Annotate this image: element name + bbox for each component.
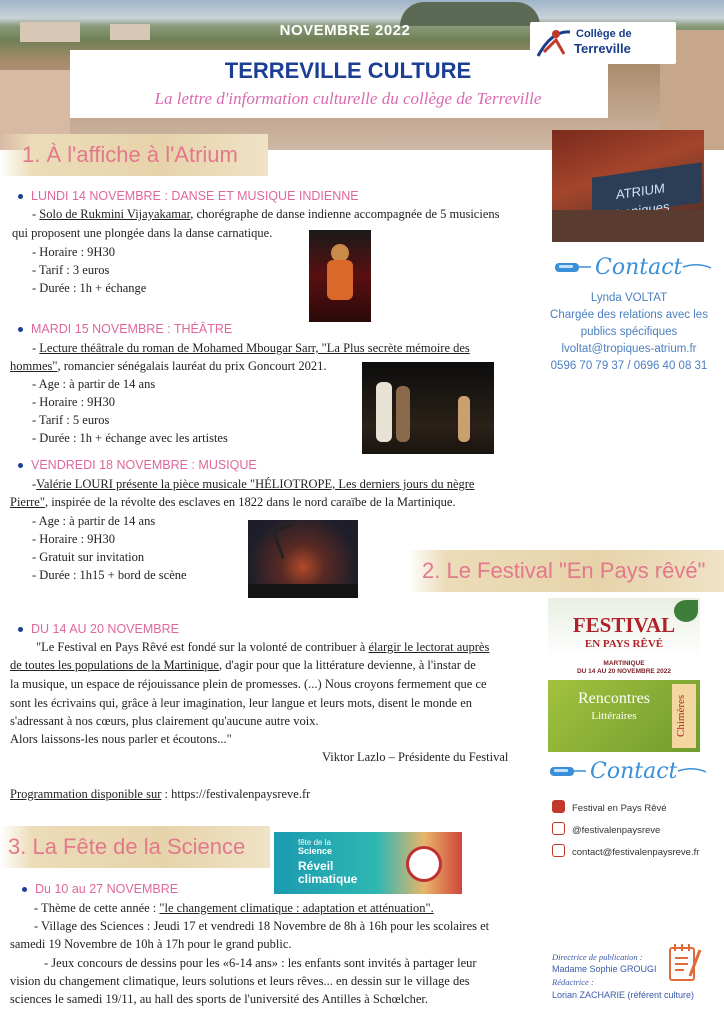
event1-title[interactable]: Solo de Rukmini Vijayakamar — [39, 207, 191, 221]
bullet — [18, 627, 23, 632]
social-email[interactable]: contact@festivalenpaysreve.fr — [552, 844, 699, 863]
bullet — [18, 327, 23, 332]
event3-detail: - Horaire : 9H30 — [32, 532, 115, 546]
section1-heading: 1. À l'affiche à l'Atrium — [0, 134, 268, 176]
event2-detail: - Age : à partir de 14 ans — [32, 377, 156, 391]
logo-line1: Collège de — [576, 28, 632, 40]
contest-line: sciences le samedi 19/11, au hall des sports de l'université des Antilles à Schœlcher. — [10, 992, 429, 1006]
event3-detail: - Durée : 1h15 + bord de scène — [32, 568, 187, 582]
newsletter-subtitle: La lettre d'information culturelle du collège de Terreville — [154, 89, 542, 108]
festival-signature: Viktor Lazlo – Présidente du Festival — [322, 750, 509, 764]
festival-poster — [548, 598, 700, 752]
quote-line: de toutes les populations de la Martinique, d'agir pour que la littérature devienne, à l'instar de — [10, 658, 476, 672]
science-banner — [274, 832, 462, 894]
programme-line: Programmation disponible sur : https://festivalenpaysreve.fr — [10, 787, 311, 801]
science-date: Du 10 au 27 NOVEMBRE — [35, 882, 179, 896]
event1-desc-line2: qui proposent une plongée dans la danse carnatique. — [12, 226, 273, 240]
contact-label: Contact — [595, 255, 683, 280]
quote-line: la musique, un espace de réjouissance plein de promesses. (...) Nous croyons fermement que ce — [10, 677, 487, 691]
science-theme: - Thème de cette année : "le changement climatique : adaptation et atténuation". — [34, 901, 434, 915]
event2-desc-line2: hommes", romancier sénégalais lauréat du prix Goncourt 2021. — [10, 359, 327, 373]
quote-line: sont les écrivains qui, grâce à leur imagination, leur langue et leurs mots, disent le monde en — [10, 696, 473, 710]
quote-line: Alors laissons-les nous parler et écoutons..." — [10, 732, 232, 746]
event2-date: MARDI 15 NOVEMBRE : THÉÂTRE — [31, 322, 233, 336]
event1-detail: - Tarif : 3 euros — [32, 263, 110, 277]
event2-title[interactable]: Lecture théâtrale du roman de Mohamed Mbougar Sarr, "La Plus secrète mémoire des — [39, 341, 470, 355]
director-name: Madame Sophie GROUGI — [552, 964, 657, 974]
poster-subtitle: EN PAYS RÊVÉ — [584, 638, 664, 650]
contact1-role1: Chargée des relations avec les — [550, 309, 708, 321]
dancer-photo — [309, 230, 371, 322]
event3-desc: -Valérie LOURI présente la pièce musicale "HÉLIOTROPE, Les derniers jours du nègre — [32, 477, 475, 491]
contest-line: - Jeux concours de dessins pour les «6-14 ans» : les enfants sont invités à partager leur — [44, 956, 477, 970]
event3-detail: - Gratuit sur invitation — [32, 550, 145, 564]
director-label: Directrice de publication : — [552, 952, 643, 962]
poster-place: MARTINIQUE — [603, 660, 645, 667]
event1-detail: - Horaire : 9H30 — [32, 245, 115, 259]
science-l2: Science — [298, 846, 333, 856]
event3-title[interactable]: Valérie LOURI présente la pièce musicale "HÉLIOTROPE, Les derniers jours du nègre — [36, 477, 475, 491]
newsletter-title: TERREVILLE CULTURE — [224, 58, 472, 83]
contact-label: Contact — [590, 759, 678, 784]
event2-detail: - Tarif : 5 euros — [32, 413, 110, 427]
bullet — [22, 887, 27, 892]
section2-heading: 2. Le Festival "En Pays rêvé" — [408, 550, 724, 592]
instagram-icon — [552, 822, 565, 835]
quote-line: "Le Festival en Pays Rêvé est fondé sur la volonté de contribuer à élargir le lectorat auprès — [36, 640, 490, 654]
poster-r2: Littéraires — [591, 710, 637, 722]
event1-date: LUNDI 14 NOVEMBRE : DANSE ET MUSIQUE INDIENNE — [31, 189, 359, 203]
atrium-photo — [552, 130, 704, 242]
science-l1: fête de la — [298, 838, 331, 847]
bullet — [18, 463, 23, 468]
social-instagram[interactable]: @festivalenpaysreve — [552, 822, 660, 841]
event2-detail: - Durée : 1h + échange avec les artistes — [32, 431, 228, 445]
contest-line: vision du changement climatique, leurs solutions et leurs rêves... en dessin sur le village des — [10, 974, 470, 988]
poster-r1: Rencontres — [578, 690, 650, 707]
event1-detail: - Durée : 1h + échange — [32, 281, 147, 295]
editor-name: Lorian ZACHARIE (référent culture) — [552, 990, 695, 1000]
contact1-block — [548, 290, 710, 375]
contact-icon — [548, 758, 708, 784]
social-facebook[interactable]: Festival en Pays Rêvé — [552, 800, 667, 819]
village-line: - Village des Sciences : Jeudi 17 et vendredi 18 Novembre de 8h à 16h pour les scolaires et — [34, 919, 490, 933]
science-l3: Réveil — [298, 859, 334, 873]
poster-side: Chimères — [672, 684, 696, 748]
quote-line: s'adressant à nos cœurs, plus clairement qu'aucune autre voix. — [10, 714, 319, 728]
event2-desc: - Lecture théâtrale du roman de Mohamed Mbougar Sarr, "La Plus secrète mémoire des — [32, 341, 470, 355]
contact1-role2: publics spécifiques — [580, 326, 678, 338]
event3-date: VENDREDI 18 NOVEMBRE : MUSIQUE — [31, 458, 257, 472]
event1-desc: - Solo de Rukmini Vijayakamar, chorégraphe de danse indienne accompagnée de 5 musiciens — [32, 207, 500, 221]
facebook-icon — [552, 800, 565, 813]
contact1-phone: 0596 70 79 37 / 0696 40 08 31 — [550, 360, 708, 372]
clock-icon — [406, 846, 442, 882]
atrium-sign: ATRIUM — [616, 180, 665, 203]
theatre-photo — [362, 362, 494, 454]
issue-month: NOVEMBRE 2022 — [279, 22, 411, 39]
contact1-email[interactable]: lvoltat@tropiques-atrium.fr — [561, 343, 697, 355]
concert-photo — [248, 520, 358, 598]
section3-heading: 3. La Fête de la Science — [0, 826, 270, 868]
editor-label: Rédactrice : — [552, 977, 594, 987]
event2-detail: - Horaire : 9H30 — [32, 395, 115, 409]
village-line: samedi 19 Novembre de 10h à 17h pour le grand public. — [10, 937, 292, 951]
science-l4: climatique — [298, 872, 358, 886]
bullet — [18, 194, 23, 199]
contact-icon — [553, 254, 713, 280]
mail-icon — [552, 844, 565, 857]
event3-desc-line2: Pierre", inspirée de la révolte des esclaves en 1822 dans le nord caraïbe de la Martinique. — [10, 495, 456, 509]
notepad-icon — [666, 942, 706, 986]
school-logo-icon — [534, 26, 574, 60]
logo-line2: Terreville — [574, 41, 631, 56]
poster-dates: DU 14 AU 20 NOVEMBRE 2022 — [576, 668, 672, 675]
poster-title: FESTIVAL — [572, 613, 676, 637]
event3-detail: - Age : à partir de 14 ans — [32, 514, 156, 528]
contact1-name: Lynda VOLTAT — [590, 292, 668, 304]
festival-date: DU 14 AU 20 NOVEMBRE — [31, 622, 179, 636]
programme-link[interactable]: : https://festivalenpaysreve.fr — [161, 787, 311, 801]
